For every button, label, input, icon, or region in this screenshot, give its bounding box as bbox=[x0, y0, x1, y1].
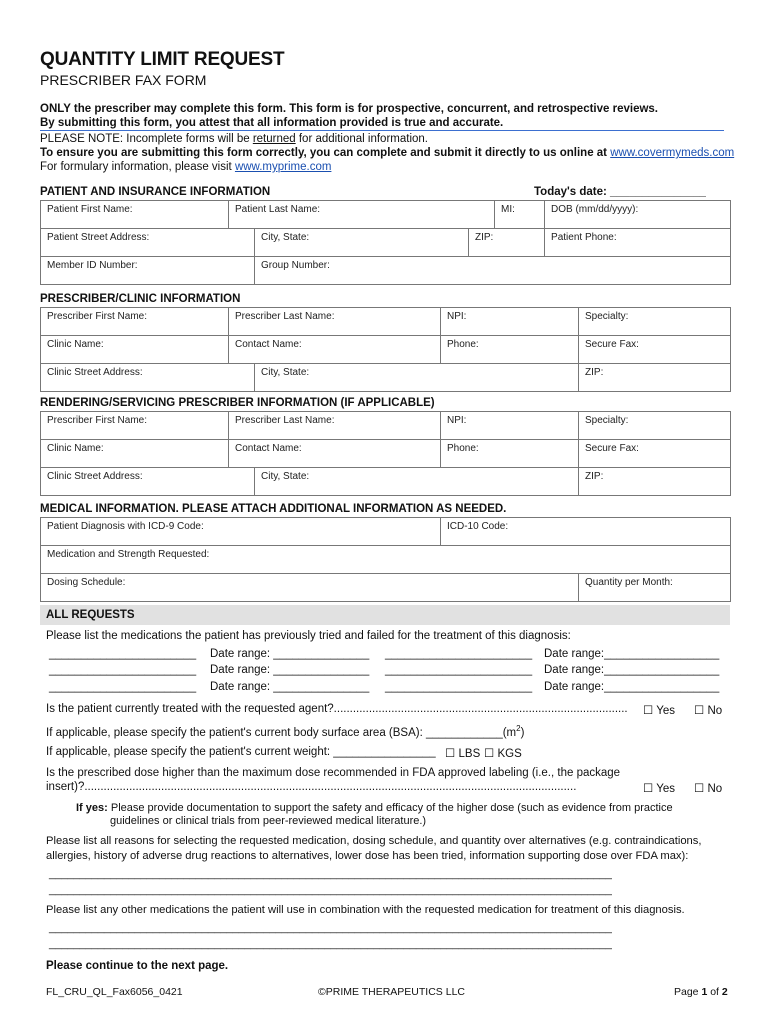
rendering-street-field[interactable]: Clinic Street Address: bbox=[41, 468, 255, 496]
dose-no-checkbox[interactable]: ☐ No bbox=[694, 783, 723, 795]
reasons-line-1: Please list all reasons for selecting the requested medication, dosing schedule, and quantity over alternatives (e.g. contraindications, bbox=[46, 835, 702, 847]
medical-table bbox=[40, 517, 731, 602]
clinic-street-field[interactable]: Clinic Street Address: bbox=[41, 364, 255, 392]
form-title: QUANTITY LIMIT REQUEST bbox=[40, 49, 285, 70]
rendering-zip-field[interactable]: ZIP: bbox=[579, 468, 731, 496]
dosing-schedule-field[interactable]: Dosing Schedule: bbox=[41, 574, 579, 602]
intro-note: PLEASE NOTE: Incomplete forms will be returned for additional information. bbox=[40, 133, 428, 145]
rendering-clinic-name-field[interactable]: Clinic Name: bbox=[41, 440, 229, 468]
tried-med-5-field[interactable]: _______________________ bbox=[49, 681, 197, 693]
tried-date-3-field[interactable]: Date range: _______________ bbox=[210, 664, 370, 676]
prescriber-specialty-field[interactable]: Specialty: bbox=[579, 308, 731, 336]
clinic-city-field[interactable]: City, State: bbox=[255, 364, 579, 392]
secure-fax-field[interactable]: Secure Fax: bbox=[579, 336, 731, 364]
patient-dob-field[interactable]: DOB (mm/dd/yyyy): bbox=[545, 201, 731, 229]
patient-zip-field[interactable]: ZIP: bbox=[469, 229, 545, 257]
clinic-name-field[interactable]: Clinic Name: bbox=[41, 336, 229, 364]
tried-date-5-field[interactable]: Date range: _______________ bbox=[210, 681, 370, 693]
rendering-contact-name-field[interactable]: Contact Name: bbox=[229, 440, 441, 468]
tried-med-4-field[interactable]: _______________________ bbox=[385, 664, 533, 676]
covermymeds-link[interactable]: www.covermymeds.com bbox=[610, 147, 735, 159]
rendering-phone-field[interactable]: Phone: bbox=[441, 440, 579, 468]
icd10-field[interactable]: ICD-10 Code: bbox=[441, 518, 731, 546]
rendering-heading: RENDERING/SERVICING PRESCRIBER INFORMATION (IF APPLICABLE) bbox=[40, 397, 435, 409]
lbs-checkbox[interactable]: ☐ LBS bbox=[445, 748, 481, 760]
intro-online: To ensure you are submitting this form correctly, you can complete and submit it directly to us online at www.covermymeds.com bbox=[40, 147, 735, 159]
other-meds-blank-2[interactable]: ____________________________________________________________________________________________ bbox=[49, 938, 612, 950]
prescriber-first-name-field[interactable]: Prescriber First Name: bbox=[41, 308, 229, 336]
bsa-question[interactable]: If applicable, please specify the patient's current body surface area (BSA): $\_\_\_\_\_\_\_\_\_\_\_\_(m^2)$ bbox=[46, 724, 525, 739]
patient-mi-field[interactable]: MI: bbox=[495, 201, 545, 229]
intro-formulary: For formulary information, please visit www.myprime.com bbox=[40, 161, 332, 173]
group-number-field[interactable]: Group Number: bbox=[255, 257, 731, 285]
if-yes-line-2: guidelines or clinical trials from peer-reviewed medical literature.) bbox=[110, 815, 427, 827]
prescriber-npi-field[interactable]: NPI: bbox=[441, 308, 579, 336]
current-agent-no-checkbox[interactable]: ☐ No bbox=[694, 705, 723, 717]
continue-note: Please continue to the next page. bbox=[46, 960, 229, 972]
patient-phone-field[interactable]: Patient Phone: bbox=[545, 229, 731, 257]
rendering-last-name-field[interactable]: Prescriber Last Name: bbox=[229, 412, 441, 440]
quantity-per-month-field[interactable]: Quantity per Month: bbox=[579, 574, 731, 602]
intro-line-1: ONLY the prescriber may complete this form. This form is for prospective, concurrent, and retrospective reviews. bbox=[40, 103, 659, 115]
myprime-link[interactable]: www.myprime.com bbox=[234, 161, 332, 173]
tried-med-2-field[interactable]: _______________________ bbox=[385, 648, 533, 660]
form-subtitle: PRESCRIBER FAX FORM bbox=[40, 72, 207, 88]
patient-heading: PATIENT AND INSURANCE INFORMATION bbox=[40, 186, 271, 198]
prescriber-table bbox=[40, 307, 731, 392]
patient-first-name-field[interactable]: Patient First Name: bbox=[41, 201, 229, 229]
member-id-field[interactable]: Member ID Number: bbox=[41, 257, 255, 285]
patient-table bbox=[40, 200, 731, 285]
rendering-city-field[interactable]: City, State: bbox=[255, 468, 579, 496]
form-id: FL_CRU_QL_Fax6056_0421 bbox=[46, 986, 183, 998]
kgs-checkbox[interactable]: ☐ KGS bbox=[484, 748, 522, 760]
rendering-specialty-field[interactable]: Specialty: bbox=[579, 412, 731, 440]
medication-strength-field[interactable]: Medication and Strength Requested: bbox=[41, 546, 731, 574]
contact-name-field[interactable]: Contact Name: bbox=[229, 336, 441, 364]
current-agent-question: Is the patient currently treated with the requested agent?............................................................................................ bbox=[46, 703, 628, 715]
medical-heading: MEDICAL INFORMATION. PLEASE ATTACH ADDITIONAL INFORMATION AS NEEDED. bbox=[40, 503, 507, 515]
rendering-npi-field[interactable]: NPI: bbox=[441, 412, 579, 440]
patient-street-field[interactable]: Patient Street Address: bbox=[41, 229, 255, 257]
dose-question-line-1: Is the prescribed dose higher than the maximum dose recommended in FDA approved labeling (i.e., the package bbox=[46, 767, 621, 779]
tried-failed-prompt: Please list the medications the patient has previously tried and failed for the treatment of this diagnosis: bbox=[46, 630, 571, 642]
dose-yes-checkbox[interactable]: ☐ Yes bbox=[643, 783, 676, 795]
clinic-zip-field[interactable]: ZIP: bbox=[579, 364, 731, 392]
rendering-table bbox=[40, 411, 731, 496]
tried-med-1-field[interactable]: _______________________ bbox=[49, 648, 197, 660]
if-yes-line-1: If yes: Please provide documentation to support the safety and efficacy of the higher dose (such as evidence from practice bbox=[76, 802, 673, 814]
tried-med-3-field[interactable]: _______________________ bbox=[49, 664, 197, 676]
rendering-secure-fax-field[interactable]: Secure Fax: bbox=[579, 440, 731, 468]
diagnosis-icd9-field[interactable]: Patient Diagnosis with ICD-9 Code: bbox=[41, 518, 441, 546]
tried-date-4-field[interactable]: Date range:__________________ bbox=[544, 664, 720, 676]
company-name: ©PRIME THERAPEUTICS LLC bbox=[318, 986, 465, 998]
intro-rule bbox=[40, 130, 724, 131]
page-number: Page 1 of 2 bbox=[674, 986, 728, 998]
prescriber-last-name-field[interactable]: Prescriber Last Name: bbox=[229, 308, 441, 336]
reasons-blank-1[interactable]: ____________________________________________________________________________________________ bbox=[49, 868, 612, 880]
prescriber-heading: PRESCRIBER/CLINIC INFORMATION bbox=[40, 293, 241, 305]
tried-med-6-field[interactable]: _______________________ bbox=[385, 681, 533, 693]
reasons-blank-2[interactable]: ____________________________________________________________________________________________ bbox=[49, 884, 612, 896]
reasons-line-2: allergies, history of adverse drug reactions to alternatives, lower dose has been tried, information supporting dose over FDA max): bbox=[46, 850, 689, 862]
current-agent-yes-checkbox[interactable]: ☐ Yes bbox=[643, 705, 676, 717]
prescriber-phone-field[interactable]: Phone: bbox=[441, 336, 579, 364]
rendering-first-name-field[interactable]: Prescriber First Name: bbox=[41, 412, 229, 440]
intro-line-2: By submitting this form, you attest that all information provided is true and accurate. bbox=[40, 117, 504, 129]
patient-last-name-field[interactable]: Patient Last Name: bbox=[229, 201, 495, 229]
tried-date-2-field[interactable]: Date range:__________________ bbox=[544, 648, 720, 660]
weight-question[interactable]: If applicable, please specify the patient's current weight: ________________ bbox=[46, 746, 436, 758]
other-meds-blank-1[interactable]: ____________________________________________________________________________________________ bbox=[49, 922, 612, 934]
todays-date-field[interactable]: Today's date: _______________ bbox=[534, 186, 706, 198]
dose-question-line-2: insert)?.......................................................................................................................................................... bbox=[46, 781, 577, 793]
patient-city-field[interactable]: City, State: bbox=[255, 229, 469, 257]
tried-date-1-field[interactable]: Date range: _______________ bbox=[210, 648, 370, 660]
all-requests-heading: ALL REQUESTS bbox=[40, 605, 730, 625]
tried-date-6-field[interactable]: Date range:__________________ bbox=[544, 681, 720, 693]
other-meds-prompt: Please list any other medications the patient will use in combination with the requested medication for treatment of this diagnosis. bbox=[46, 904, 685, 916]
